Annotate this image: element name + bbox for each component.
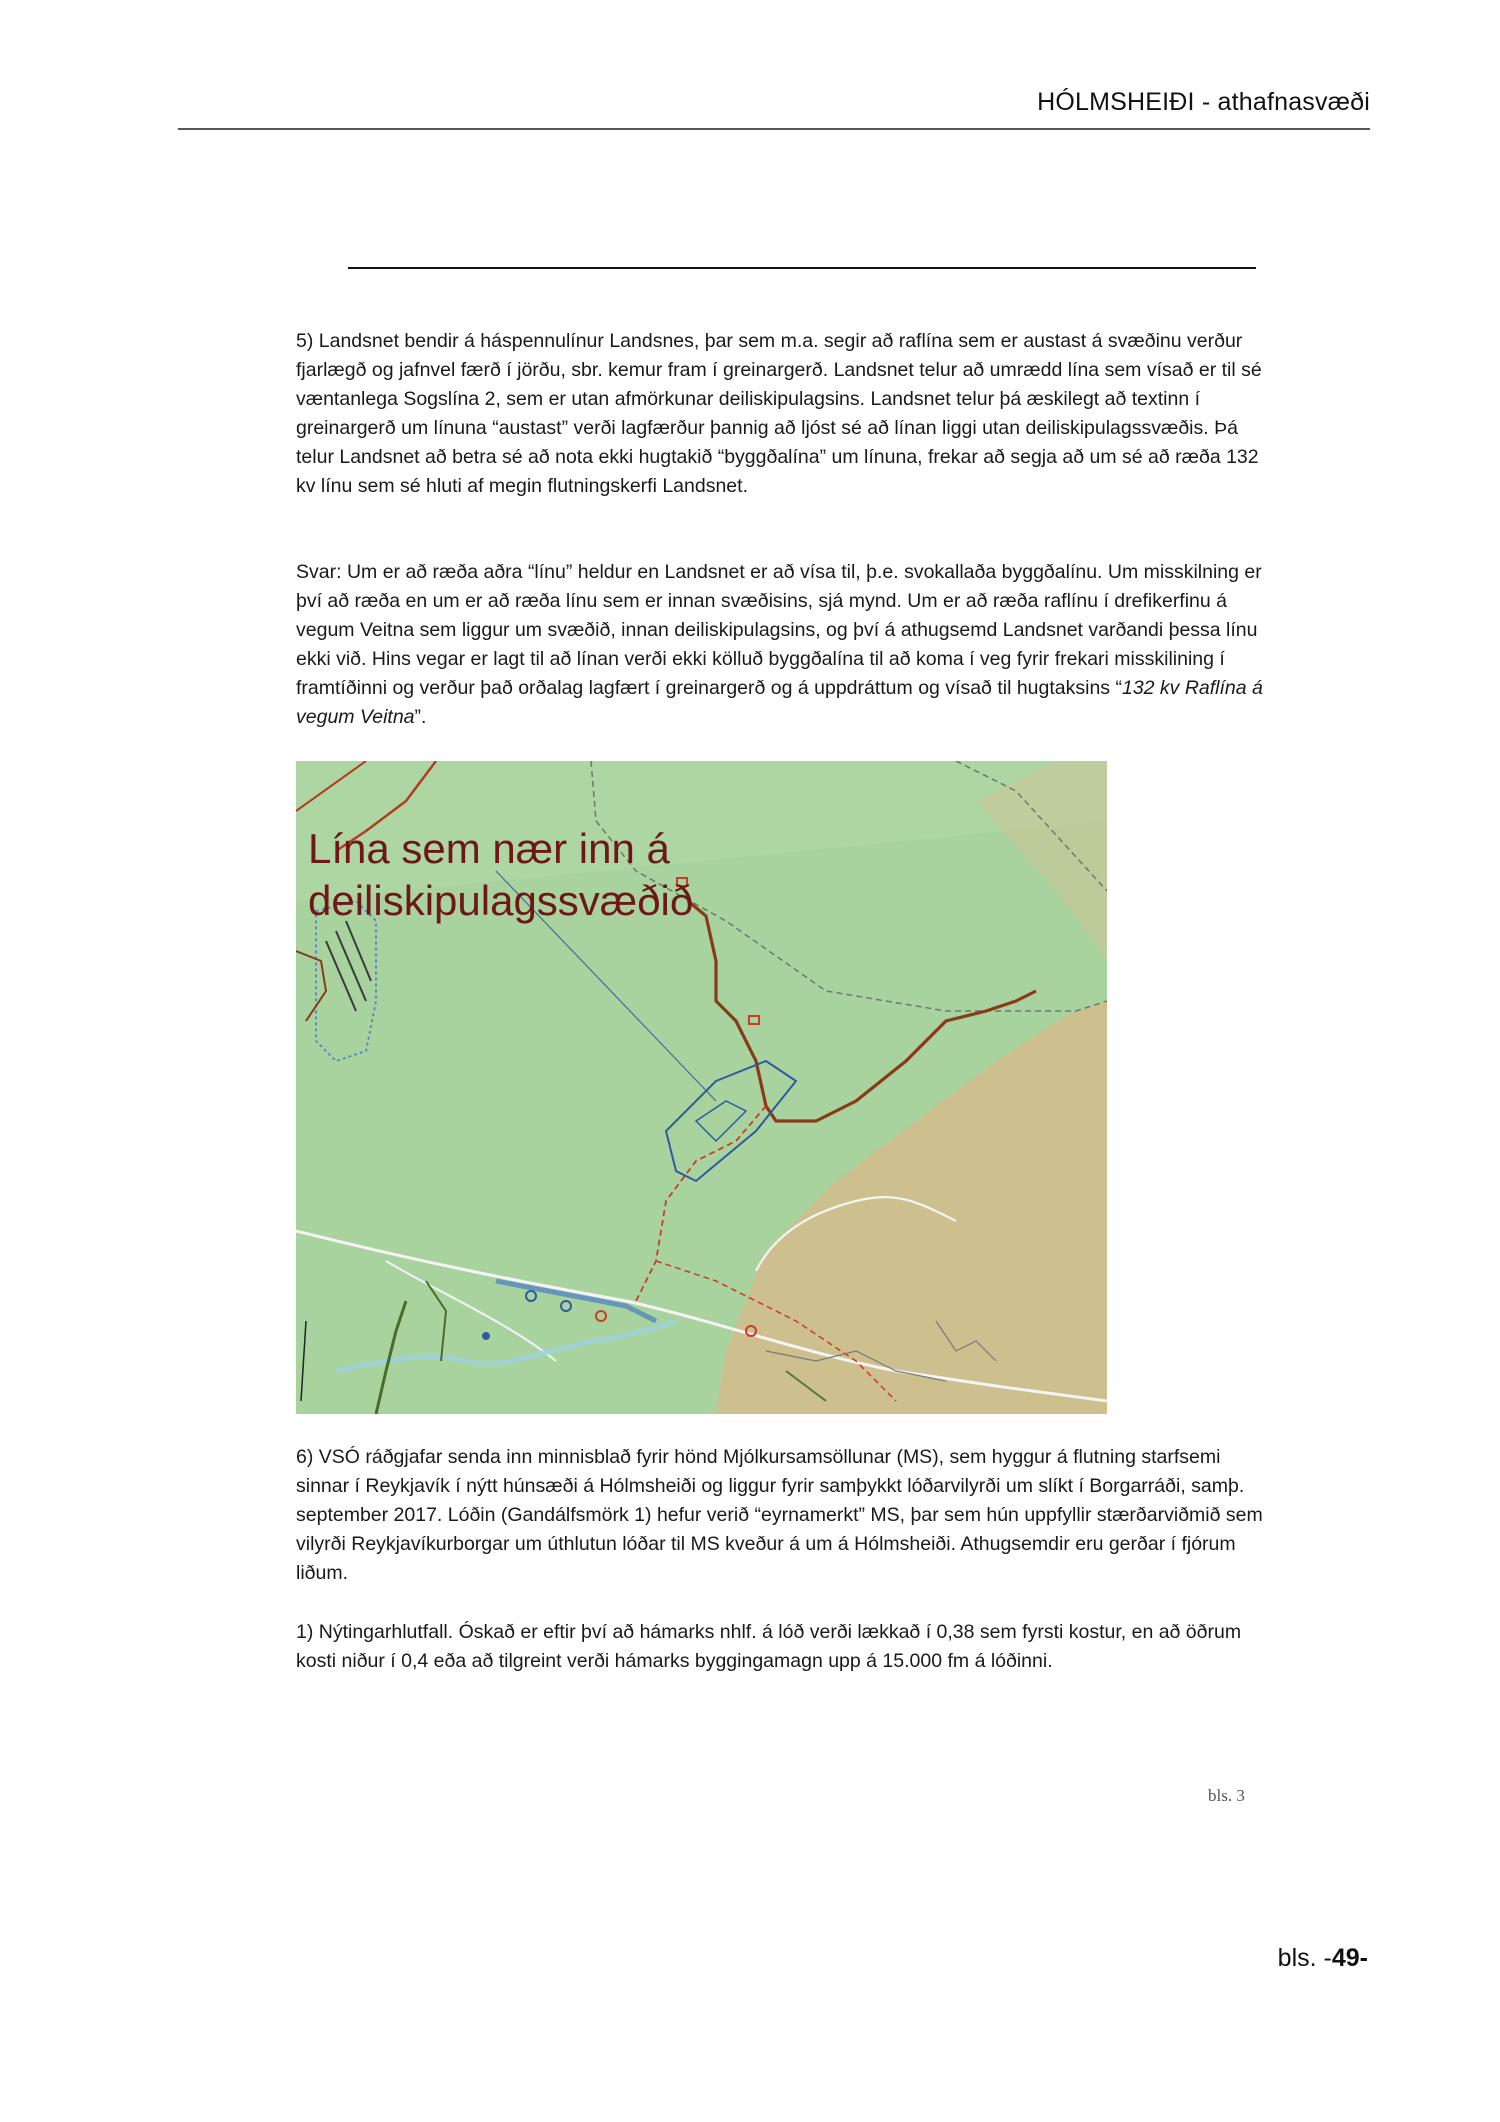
header-rule (178, 128, 1370, 130)
running-header: HÓLMSHEIÐI - athafnasvæði (1037, 88, 1370, 116)
paragraph-vso: 6) VSÓ ráðgjafar senda inn minnisblað fyrir hönd Mjólkursamsöllunar (MS), sem hyggur á flutning starfsemi sinnar í Reykjavík í nýtt húnsæði á Hólmsheiði og liggur fyrir samþykkt lóðarvilyrði um slíkt í Borgarráði, samþ. september 2017. Lóðin (Gandálfsmörk 1) hefur verið “eyrnamerkt” MS, þar sem hún uppfyllir stærðarviðmið sem vilyrði Reykjavíkurborgar um úthlutun lóðar til MS kveður á um á Hólmsheiði. Athugsemdir eru gerðar í fjórum liðum. (296, 1446, 1263, 1584)
outer-page-value: 49 (1331, 1944, 1360, 1972)
svar-end: ”. (414, 706, 427, 728)
outer-page-suffix: - (1359, 1944, 1368, 1972)
section-divider (348, 267, 1256, 269)
map-figure (296, 761, 1107, 1414)
svar-label: Svar (296, 561, 337, 583)
inner-page-number: bls. 3 (1208, 1786, 1245, 1805)
paragraph-nytingarhlutfall: 1) Nýtingarhlutfall. Óskað er eftir því að hámarks nhlf. á lóð verði lækkað í 0,38 sem fyrsti kostur, en að öðrum kosti niður í 0,4 eða að tilgreint verði hámarks byggingamagn upp á 15.000 fm á lóðinni. (296, 1621, 1242, 1672)
outer-page-number (1278, 1944, 1368, 1973)
map-label-line2: deiliskipulagssvæðið (308, 877, 694, 924)
outer-page-prefix: bls. - (1277, 1944, 1332, 1972)
map-label (308, 823, 693, 927)
map-label-line1: Lína sem nær inn á (308, 825, 670, 872)
paragraph-landsnet: 5) Landsnet bendir á háspennulínur Landsnes, þar sem m.a. segir að raflína sem er austast á svæðinu verður fjarlægð og jafnvel færð í jörðu, sbr. kemur fram í greinargerð. Landsnet telur að umrædd lína sem vísað er til sé væntanlega Sogslína 2, sem er utan afmörkunar deiliskipulagsins. Landsnet telur þá æskilegt að textinn í greinargerð um línuna “austast” verði lagfærður þannig að ljóst sé að línan liggi utan deiliskipulagssvæðis. Þá telur Landsnet að betra sé að nota ekki hugtakið “byggðalína” um línuna, frekar að segja að um sé að ræða 132 kv línu sem sé hluti af megin flutningskerfi Landsnet. (296, 330, 1262, 497)
svar-quote: 132 kv Raflína á vegum Veitna (296, 677, 1263, 728)
paragraph-svar (296, 558, 1271, 732)
svar-text: : Um er að ræða aðra “línu” heldur en Landsnet er að vísa til, þ.e. svokallaða byggðalínu. Um misskilning er því að ræða en um er að ræða línu sem er innan svæðisins, sjá mynd. Um er að ræða raflínu í drefikerfinu á vegum Veitna sem liggur um svæðið, innan deiliskipulagsins, og því á athugsemd Landsnet varðandi þessa línu ekki við. Hins vegar er lagt til að línan verði ekki kölluð byggðalína til að koma í veg fyrir frekari misskilining í framtíðinni og verður það orðalag lagfært í greinargerð og á uppdráttum og vísað til hugtaksins “ (296, 561, 1262, 699)
